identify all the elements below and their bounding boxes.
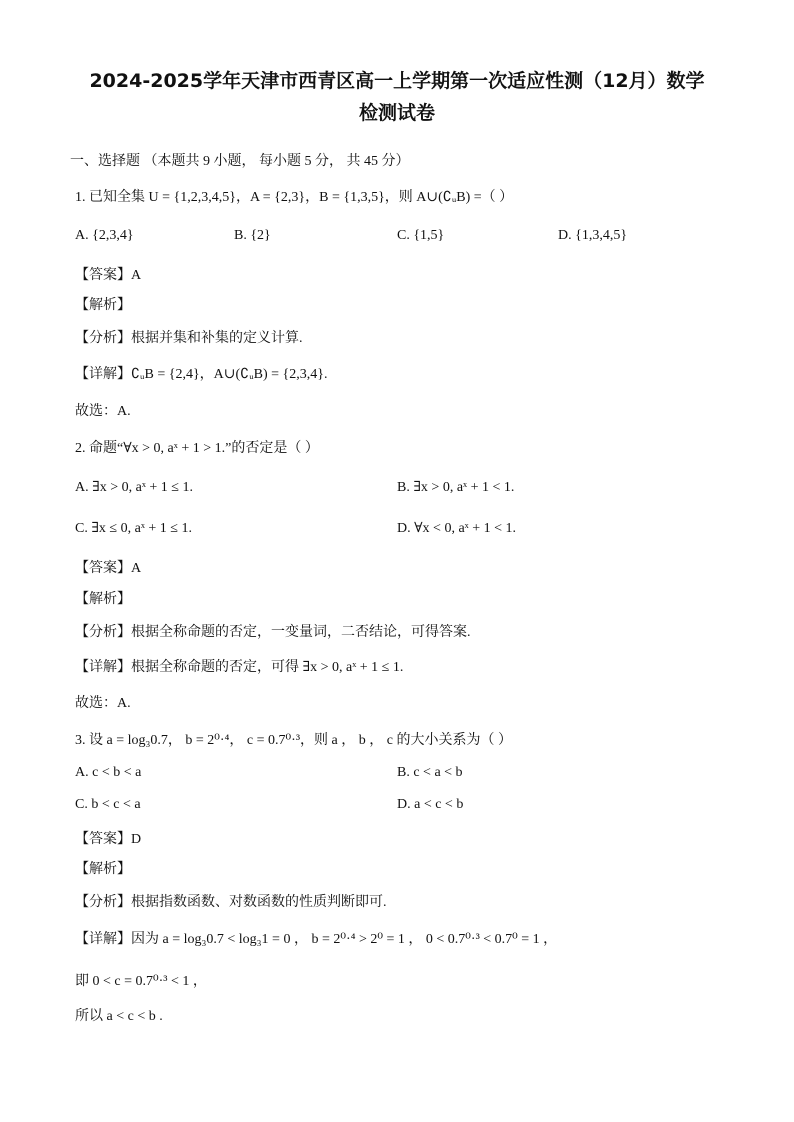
- q2-analysis-label: 【解析】: [75, 592, 131, 607]
- q3-analysis-label: 【解析】: [75, 862, 131, 877]
- q1-analysis-label: 【解析】: [75, 298, 131, 313]
- q1-option-d: D. {1,3,4,5}: [558, 228, 628, 243]
- q3-option-a: A. c < b < a: [75, 765, 142, 780]
- q1-answer: 【答案】A: [75, 268, 142, 283]
- q3-option-d: D. a < c < b: [397, 797, 464, 812]
- q3-analysis: 【分析】根据指数函数、对数函数的性质判断即可.: [75, 895, 387, 910]
- q2-stem: 2. 命题“∀x > 0, aˣ + 1 > 1.”的否定是（ ）: [75, 441, 319, 456]
- document-title-line2: 检测试卷: [358, 102, 435, 124]
- q2-option-a: A. ∃x > 0, aˣ + 1 ≤ 1.: [75, 480, 193, 495]
- q3-detail-line1: 【详解】因为 a = log₃0.7 < log₃1 = 0 ， b = 2⁰·⁴ > 2⁰ = 1 ， 0 < 0.7⁰·³ < 0.7⁰ = 1 ，: [75, 932, 558, 947]
- q3-stem: 3. 设 a = log₃0.7， b = 2⁰·⁴， c = 0.7⁰·³，则 a ， b ， c 的大小关系为（ ）: [75, 733, 512, 748]
- q2-detail: 【详解】根据全称命题的否定，可得 ∃x > 0, aˣ + 1 ≤ 1.: [75, 660, 404, 675]
- q3-detail-line3: 所以 a < c < b .: [75, 1009, 163, 1024]
- q2-analysis: 【分析】根据全称命题的否定，一变量词，二否结论，可得答案.: [75, 625, 471, 640]
- q2-choice: 故选：A.: [75, 696, 131, 711]
- section-heading: 一、选择题 （本题共 9 小题， 每小题 5 分， 共 45 分）: [70, 154, 410, 169]
- q3-answer: 【答案】D: [75, 832, 142, 847]
- document-title-line1: 2024-2025学年天津市西青区高一上学期第一次适应性测（12月）数学: [89, 70, 705, 92]
- q2-option-d: D. ∀x < 0, aˣ + 1 < 1.: [397, 521, 517, 536]
- q1-choice: 故选：A.: [75, 404, 131, 419]
- q1-detail: 【详解】∁ᵤB = {2,4}，A∪(∁ᵤB) = {2,3,4}.: [75, 367, 328, 382]
- q1-option-b: B. {2}: [234, 228, 271, 243]
- q2-option-c: C. ∃x ≤ 0, aˣ + 1 ≤ 1.: [75, 521, 192, 536]
- q1-option-c: C. {1,5}: [397, 228, 445, 243]
- q3-option-b: B. c < a < b: [397, 765, 463, 780]
- q1-option-a: A. {2,3,4}: [75, 228, 134, 243]
- q1-stem: 1. 已知全集 U = {1,2,3,4,5}，A = {2,3}，B = {1,3,5}，则 A∪(∁ᵤB) =（ ）: [75, 190, 514, 205]
- q3-option-c: C. b < c < a: [75, 797, 141, 812]
- q2-answer: 【答案】A: [75, 561, 142, 576]
- q2-option-b: B. ∃x > 0, aˣ + 1 < 1.: [397, 480, 515, 495]
- q1-analysis: 【分析】根据并集和补集的定义计算.: [75, 331, 303, 346]
- q3-detail-line2: 即 0 < c = 0.7⁰·³ < 1 ，: [75, 974, 207, 989]
